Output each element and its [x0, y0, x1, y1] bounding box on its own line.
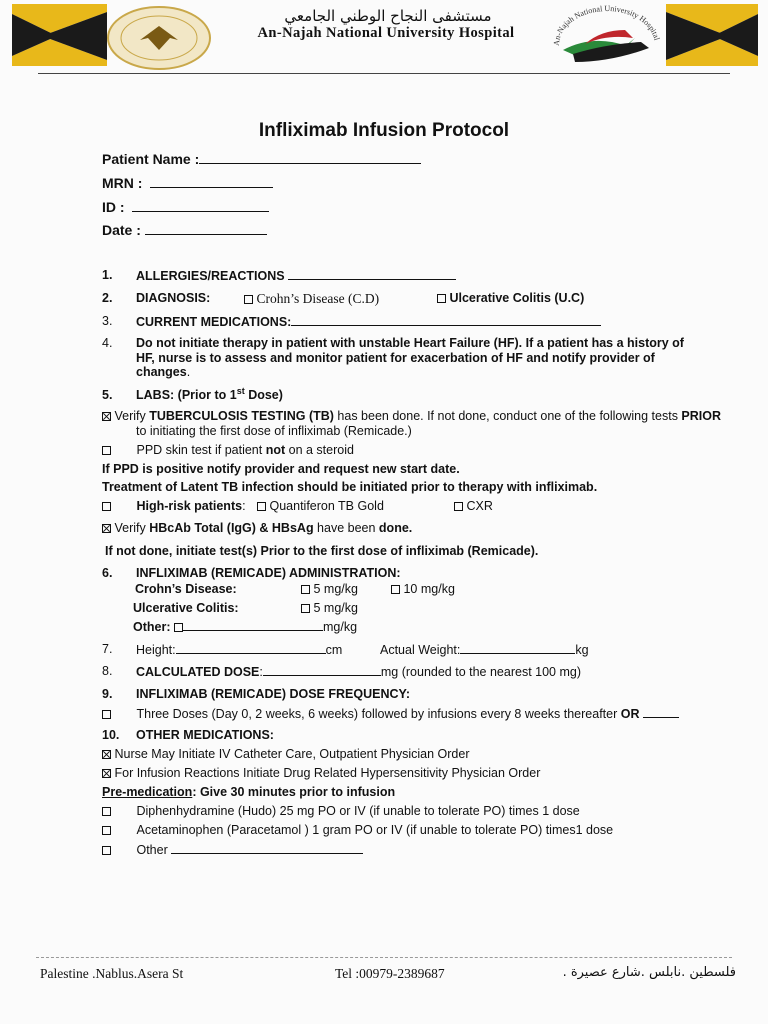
hf-line-3: changes — [136, 365, 187, 379]
hbc-mid: have been — [313, 521, 379, 535]
infusion-reaction-checkbox-checked[interactable] — [102, 769, 111, 778]
other-premed-checkbox[interactable] — [102, 846, 111, 855]
infusion-reaction-item — [102, 766, 540, 780]
cxr-checkbox[interactable] — [454, 502, 463, 511]
acetaminophen-checkbox[interactable] — [102, 826, 111, 835]
crohns-10mg-checkbox[interactable] — [391, 585, 400, 594]
ppd-not-bold: not — [265, 443, 286, 457]
three-doses-item — [102, 706, 679, 721]
cxr-label: CXR — [466, 499, 493, 513]
admin-uc-label: Ulcerative Colitis: — [133, 601, 239, 615]
seal-arc-text: An-Najah National University Hospital — [551, 4, 662, 47]
ppd-text-c: on a steroid — [285, 443, 354, 457]
tb-checkbox-checked[interactable] — [102, 412, 111, 421]
height-unit: cm — [325, 643, 343, 657]
tb-verify-line-2: to initiating the first dose of infliximab (Remicade.) — [136, 424, 412, 438]
labs-text: LABS: (Prior to 1 — [136, 388, 237, 403]
mrn-line — [150, 176, 273, 188]
item-number-2: 2. — [102, 291, 113, 305]
calc-dose-unit: mg (rounded to the nearest 100 mg) — [380, 665, 581, 679]
high-risk-colon: : — [242, 499, 246, 513]
calc-dose-line — [263, 664, 381, 676]
uc-5mg-option[interactable] — [301, 601, 358, 615]
high-risk-item — [102, 499, 246, 513]
crohns-option[interactable] — [244, 291, 379, 307]
premedication-label: Pre-medication — [102, 785, 193, 799]
patient-name-field[interactable] — [102, 151, 421, 167]
mrn-label: MRN : — [102, 175, 143, 191]
item-number-6: 6. — [102, 566, 113, 580]
high-risk-checkbox[interactable] — [102, 502, 111, 511]
heart-failure-warning: Do not initiate therapy in patient with unstable Heart Failure (HF). If a patient has a history of HF, nurse is to assess and monitor patient for exacerbation of HF and notify provider of changes. — [136, 336, 706, 380]
university-seal-logo — [106, 6, 212, 70]
tb-verify-mid: has been done. If not done, conduct one of the following tests — [333, 409, 682, 423]
other-premed-line[interactable] — [171, 842, 363, 854]
date-field[interactable] — [102, 222, 267, 238]
admin-other-label: Other: — [133, 620, 171, 634]
crohns-10mg-option[interactable] — [391, 582, 455, 596]
height-line — [176, 642, 326, 654]
uc-checkbox[interactable] — [437, 294, 446, 303]
hospital-english-title: An-Najah National University Hospital — [257, 25, 515, 41]
item-number-4: 4. — [102, 336, 113, 350]
page-title: Infliximab Infusion Protocol — [258, 120, 510, 141]
weight-label: Actual Weight: — [380, 643, 461, 657]
latent-tb-note: Treatment of Latent TB infection should be initiated prior to therapy with infliximab. — [102, 480, 598, 494]
cxr-option[interactable] — [454, 499, 493, 513]
crohns-checkbox[interactable] — [244, 295, 253, 304]
patient-name-line — [199, 152, 421, 164]
hospital-flag-logo — [545, 4, 667, 70]
acetaminophen-item — [102, 823, 613, 837]
hbc-verify-item — [102, 521, 412, 535]
ppd-text-a: PPD skin test if patient — [136, 443, 266, 457]
hbc-done: done. — [378, 521, 413, 535]
quantiferon-checkbox[interactable] — [257, 502, 266, 511]
weight-line — [460, 642, 575, 654]
hospital-arabic-title: مستشفى النجاح الوطني الجامعي — [284, 7, 492, 25]
current-meds-label: CURRENT MEDICATIONS: — [136, 315, 292, 329]
admin-other-checkbox[interactable] — [174, 623, 183, 632]
date-label: Date : — [102, 222, 141, 238]
premedication-note: : Give 30 minutes prior to infusion — [192, 785, 396, 799]
hf-line-2: HF, nurse is to assess and monitor patient for exacerbation of HF and notify provider of — [136, 350, 655, 365]
ppd-checkbox[interactable] — [102, 446, 111, 455]
left-yellow-arrow-decoration — [12, 4, 107, 66]
uc-5mg-label: 5 mg/kg — [313, 601, 358, 615]
high-risk-label: High-risk patients — [136, 499, 243, 513]
other-medications-heading: OTHER MEDICATIONS: — [136, 728, 274, 742]
iv-care-text: Nurse May Initiate IV Catheter Care, Outpatient Physician Order — [114, 747, 470, 761]
admin-other-unit: mg/kg — [322, 620, 358, 634]
id-line — [132, 200, 269, 212]
labs-heading — [136, 386, 283, 402]
uc-label: Ulcerative Colitis (U.C) — [449, 291, 585, 305]
item-number-5: 5. — [102, 388, 113, 402]
footer-divider — [36, 957, 732, 958]
right-yellow-arrow-decoration — [666, 4, 758, 66]
crohns-label: Crohn’s Disease (C.D) — [256, 291, 380, 306]
diagnosis-label: DIAGNOSIS: — [136, 291, 211, 305]
tb-verify-item — [102, 409, 742, 423]
mrn-field[interactable] — [102, 175, 273, 191]
tb-testing-bold: TUBERCULOSIS TESTING (TB) — [149, 409, 334, 423]
calc-dose-colon: : — [259, 665, 263, 679]
crohns-5mg-label: 5 mg/kg — [313, 582, 358, 596]
allergies-line — [288, 268, 456, 280]
crohns-10mg-label: 10 mg/kg — [403, 582, 455, 596]
footer-address: Palestine .Nablus.Asera St — [40, 966, 184, 981]
quantiferon-label: Quantiferon TB Gold — [269, 499, 384, 513]
header-divider — [38, 73, 730, 74]
calculated-dose-field[interactable] — [136, 664, 581, 679]
footer-telephone: Tel :00979-2389687 — [335, 966, 445, 981]
other-premed-label: Other — [136, 843, 168, 857]
iv-care-checkbox-checked[interactable] — [102, 750, 111, 759]
dose-frequency-heading: INFLIXIMAB (REMICADE) DOSE FREQUENCY: — [136, 687, 411, 701]
hbc-checkbox-checked[interactable] — [102, 524, 111, 533]
height-field[interactable] — [136, 642, 342, 657]
admin-other-line — [183, 619, 323, 631]
admin-other-field[interactable] — [133, 619, 357, 634]
iv-care-item — [102, 747, 470, 761]
tb-prior-bold: PRIOR — [681, 409, 722, 423]
three-doses-or: OR — [620, 707, 640, 721]
id-label: ID : — [102, 199, 125, 215]
item-number-10: 10. — [102, 728, 120, 742]
weight-unit: kg — [575, 643, 589, 657]
item-number-7: 7. — [102, 642, 113, 656]
svg-text:An-Najah National University H — [552, 4, 662, 46]
ppd-positive-note: If PPD is positive notify provider and request new start date. — [102, 462, 460, 476]
current-meds-field[interactable] — [136, 314, 601, 329]
diphenhydramine-item — [102, 804, 580, 818]
hf-line-1: Do not initiate therapy in patient with unstable Heart Failure (HF). If a patient has a history of — [136, 336, 684, 350]
tb-verify-prefix: Verify — [114, 409, 150, 423]
crohns-5mg-option[interactable] — [301, 582, 358, 596]
acetaminophen-text: Acetaminophen (Paracetamol ) 1 gram PO or IV (if unable to tolerate PO) times1 dose — [136, 823, 614, 837]
not-done-note: If not done, initiate test(s) Prior to the first dose of infliximab (Remicade). — [105, 544, 539, 558]
other-premed-item — [102, 842, 363, 857]
item-number-9: 9. — [102, 687, 113, 701]
crohns-5mg-checkbox[interactable] — [301, 585, 310, 594]
ppd-item — [102, 443, 354, 457]
date-line — [145, 223, 267, 235]
allergies-label: ALLERGIES/REACTIONS — [136, 269, 285, 283]
labs-end: Dose) — [244, 388, 283, 403]
footer-arabic-address: فلسطين .نابلس .شارع عصيرة . — [562, 965, 736, 980]
item-number-8: 8. — [102, 664, 113, 678]
labs-sup: st — [236, 386, 245, 396]
three-doses-checkbox[interactable] — [102, 710, 111, 719]
item-number-1: 1. — [102, 268, 113, 282]
hbc-bold: HBcAb Total (IgG) & HBsAg — [149, 521, 314, 535]
uc-5mg-checkbox[interactable] — [301, 604, 310, 613]
hbc-prefix: Verify — [114, 521, 150, 535]
quantiferon-option[interactable] — [257, 499, 384, 513]
patient-name-label: Patient Name : — [102, 151, 200, 167]
height-label: Height: — [136, 643, 176, 657]
three-doses-text: Three Doses (Day 0, 2 weeks, 6 weeks) followed by infusions every 8 weeks thereafter — [136, 707, 621, 721]
uc-option[interactable] — [437, 291, 584, 305]
item-number-3: 3. — [102, 314, 113, 328]
current-meds-line — [291, 314, 601, 326]
three-doses-line — [643, 706, 679, 718]
diphenhydramine-text: Diphenhydramine (Hudo) 25 mg PO or IV (if unable to tolerate PO) times 1 dose — [136, 804, 580, 818]
id-field[interactable] — [102, 199, 269, 215]
calc-dose-label: CALCULATED DOSE — [136, 665, 260, 679]
allergies-field[interactable] — [136, 268, 456, 283]
weight-field[interactable] — [380, 642, 589, 657]
premedication-heading — [102, 785, 395, 799]
administration-heading: INFLIXIMAB (REMICADE) ADMINISTRATION: — [136, 566, 401, 580]
diphenhydramine-checkbox[interactable] — [102, 807, 111, 816]
infusion-reaction-text: For Infusion Reactions Initiate Drug Related Hypersensitivity Physician Order — [114, 766, 541, 780]
admin-crohns-label: Crohn’s Disease: — [135, 582, 237, 596]
